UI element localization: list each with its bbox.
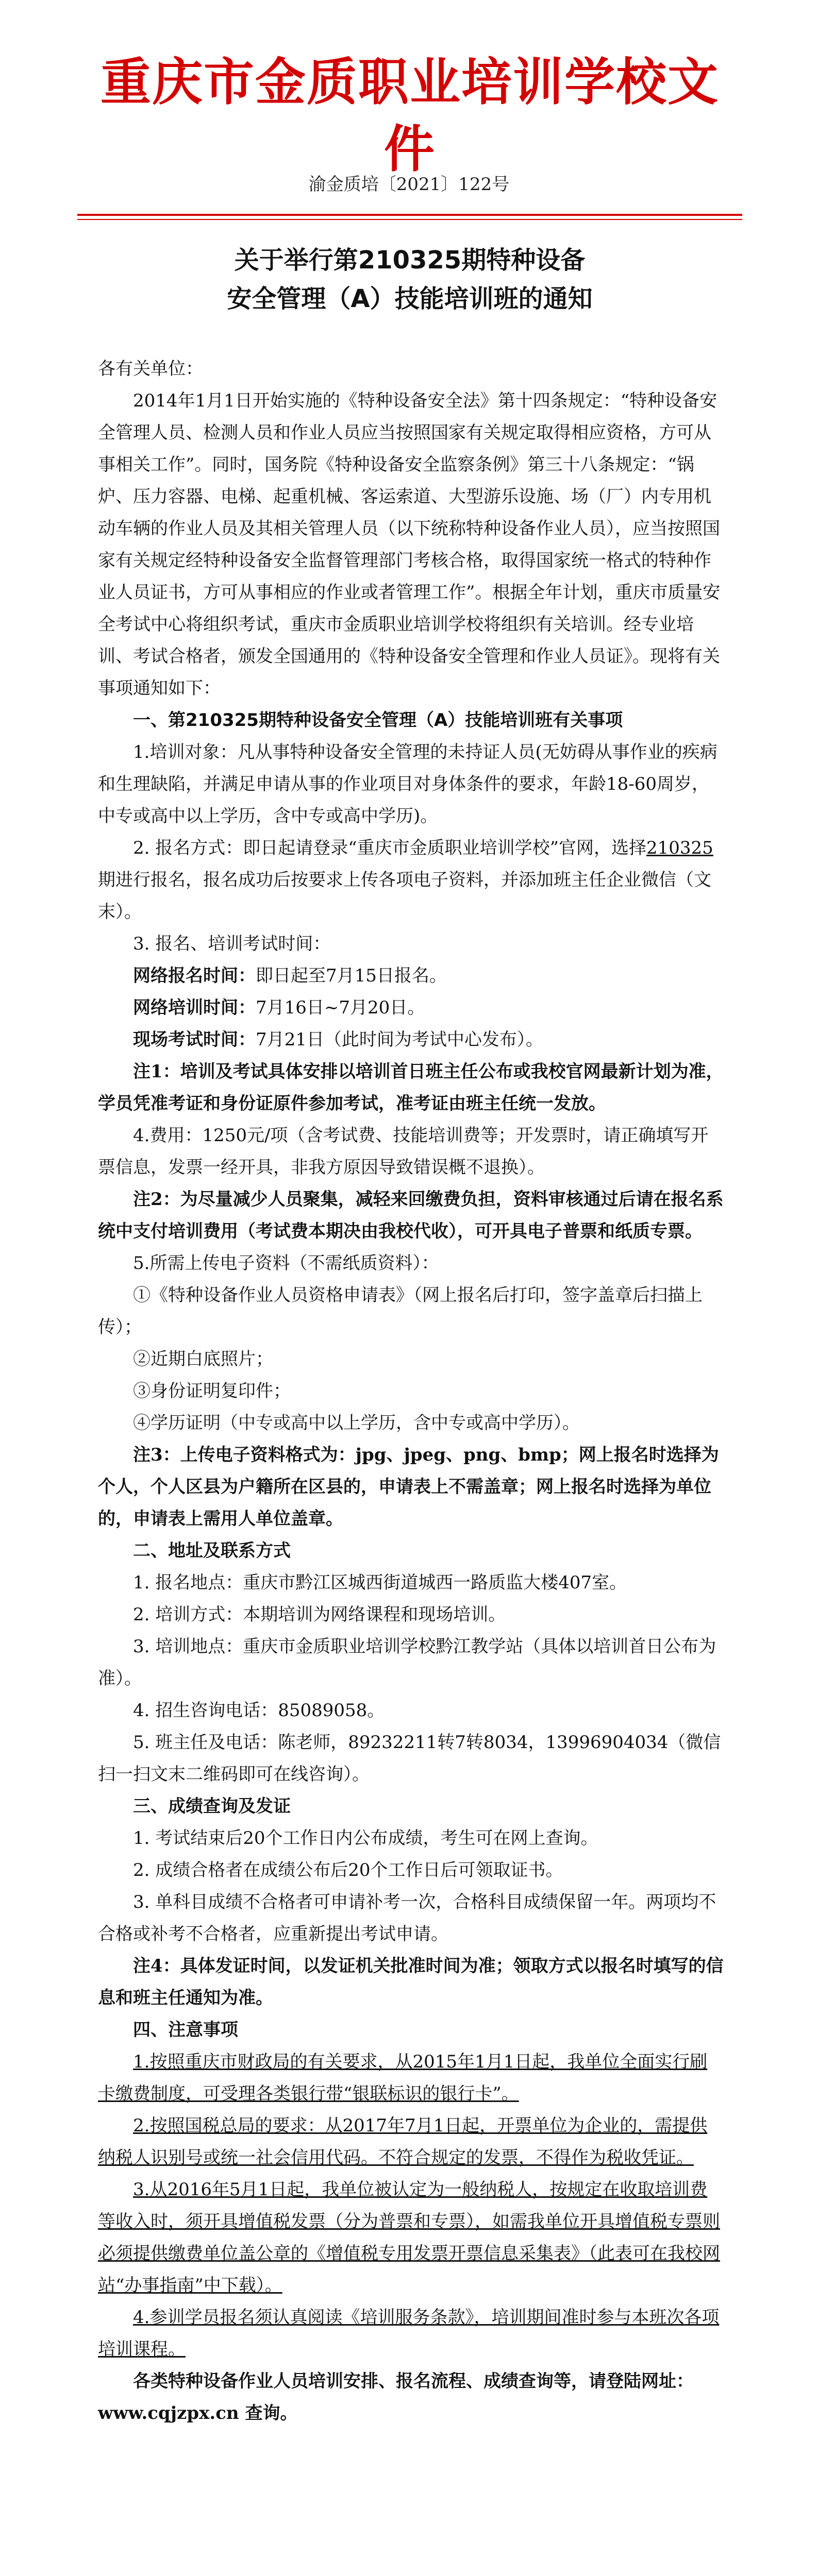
s4-notice-2 (98, 2110, 724, 2174)
s1-training-target: 1.培训对象：凡从事特种设备安全管理的未持证人员(无妨碍从事作业的疾病和生理缺陷，并满足申请从事的作业项目对身体条件的要求，年龄18-60周岁，中专或高中以上学历，含中专或高中学历)。 (98, 742, 717, 826)
section-4-title: 四、注意事项 (133, 2020, 238, 2040)
s1-registration-method (98, 832, 724, 928)
s3-retake: 3. 单科目成绩不合格者可申请补考一次，合格科目成绩保留一年。两项均不合格或补考不合格者，应重新提出考试申请。 (98, 1892, 716, 1944)
note-2: 注2：为尽量减少人员聚集，减轻来回缴费负担，资料审核通过后请在报名系统中支付培训费用（考试费本期决由我校代收），可开具电子普票和纸质专票。 (98, 1189, 724, 1242)
s4-notice-1-text: 1.按照重庆市财政局的有关要求，从2015年1月1日起，我单位全面实行刷卡缴费制度，可受理各类银行带“银联标识的银行卡”。 (98, 2052, 708, 2104)
s2-class-teacher: 5. 班主任及电话：陈老师，89232211转7转8034，13996904034（微信扫一扫文末二维码即可在线咨询）。 (98, 1732, 721, 1785)
notice-title-line-2: 安全管理（A）技能培训班的通知 (227, 284, 593, 313)
document-number: 渝金质培〔2021〕122号 (308, 174, 510, 195)
note-4: 注4：具体发证时间，以发证机关批准时间为准；领取方式以报名时填写的信息和班主任通知为准。 (98, 1956, 724, 2008)
s3-certificate: 2. 成绩合格者在成绩公布后20个工作日后可领取证书。 (133, 1860, 563, 1880)
s4-notice-4 (98, 2301, 724, 2365)
online-registration-time (98, 960, 724, 992)
online-training-time (98, 992, 724, 1024)
class-code-link[interactable]: 210325 (646, 838, 713, 858)
time3-label: 现场考试时间： (133, 1029, 256, 1050)
header-red-rule (77, 214, 742, 216)
time2-value: 7月16日~7月20日。 (256, 997, 425, 1018)
time3-value: 7月21日（此时间为考试中心发布）。 (256, 1029, 543, 1050)
s3-score-query: 1. 考试结束后20个工作日内公布成绩，考生可在网上查询。 (133, 1828, 598, 1849)
s1-registration-text-a: 2. 报名方式：即日起请登录“重庆市金质职业培训学校”官网，选择 (133, 838, 647, 858)
s4-notice-3 (98, 2174, 724, 2301)
s1-registration-text-b: 期进行报名，报名成功后按要求上传各项电子资料，并添加班主任企业微信（文末）。 (98, 870, 711, 922)
notice-title-line-1: 关于举行第210325期特种设备 (234, 246, 586, 275)
intro-paragraph: 2014年1月1日开始实施的《特种设备安全法》第十四条规定：“特种设备安全管理人员、检测人员和作业人员应当按照国家有关规定取得相应资格，方可从事相关工作”。同时，国务院《特种设备安全监察条例》第三十八条规定：“锅炉、压力容器、电梯、起重机械、客运索道、大型游乐设施、场（厂）内专用机动车辆的作业人员及其相关管理人员（以下统称特种设备作业人员），应当按照国家有关规定经特种设备安全监督管理部门考核合格，取得国家统一格式的特种作业人员证书，方可从事相应的作业或者管理工作”。根据全年计划，重庆市质量安全考试中心将组织考试，重庆市金质职业培训学校将组织有关培训。经专业培训、考试合格者，颁发全国通用的《特种设备安全管理和作业人员证》。现将有关事项通知如下： (98, 391, 721, 699)
note-3: 注3：上传电子资料格式为：jpg、jpeg、png、bmp；网上报名时选择为个人，个人区县为户籍所在区县的，申请表上不需盖章；网上报名时选择为单位的，申请表上需用人单位盖章。 (98, 1445, 719, 1529)
time2-label: 网络培训时间： (133, 997, 256, 1018)
s2-training-place: 3. 培训地点：重庆市金质职业培训学校黔江教学站（具体以培训首日公布为准）。 (98, 1636, 716, 1689)
time1-label: 网络报名时间： (133, 965, 256, 986)
s1-required-materials: 5.所需上传电子资料（不需纸质资料）： (133, 1253, 439, 1274)
time1-value: 即日起至7月15日报名。 (256, 965, 447, 986)
material-item-1: ①《特种设备作业人员资格申请表》（网上报名后打印，签字盖章后扫描上传）； (98, 1285, 703, 1337)
s2-registration-place: 1. 报名地点：重庆市黔江区城西街道城西一路质监大楼407室。 (133, 1572, 627, 1593)
notice-body (98, 353, 724, 2429)
s1-schedule-heading: 3. 报名、培训考试时间： (133, 934, 331, 954)
s4-notice-1 (98, 2046, 724, 2110)
salutation: 各有关单位： (98, 359, 203, 379)
document-header-title: 重庆市金质职业培训学校文件 (100, 53, 719, 179)
closing-paragraph: 各类特种设备作业人员培训安排、报名流程、成绩查询等，请登陆网址：www.cqjzpx.cn 查询。 (98, 2371, 694, 2424)
s4-notice-2-text: 2.按照国税总局的要求：从2017年7月1日起，开票单位为企业的，需提供纳税人识别号或统一社会信用代码。不符合规定的发票，不得作为税收凭证。 (98, 2115, 708, 2168)
material-item-3: ③身份证明复印件； (133, 1381, 291, 1401)
s4-notice-4-text: 4.参训学员报名须认真阅读《培训服务条款》，培训期间准时参与本班次各项培训课程。 (98, 2307, 720, 2360)
material-item-2: ②近期白底照片； (133, 1349, 273, 1369)
material-item-4: ④学历证明（中专或高中以上学历，含中专或高中学历）。 (133, 1413, 580, 1433)
s2-phone: 4. 招生咨询电话：85089058。 (133, 1700, 385, 1721)
s1-fees: 4.费用：1250元/项（含考试费、技能培训费等；开发票时，请正确填写开票信息，发票一经开具，非我方原因导致错误概不退换）。 (98, 1125, 709, 1178)
header-red-rule-thin (77, 219, 742, 220)
section-2-title: 二、地址及联系方式 (133, 1540, 291, 1561)
s2-training-method: 2. 培训方式：本期培训为网络课程和现场培训。 (133, 1604, 506, 1625)
section-1-title: 一、第210325期特种设备安全管理（A）技能培训班有关事项 (133, 710, 623, 731)
s4-notice-3-text: 3.从2016年5月1日起，我单位被认定为一般纳税人，按规定在收取培训费等收入时，须开具增值税发票（分为普票和专票），如需我单位开具增值税专票则必须提供缴费单位盖公章的《增值税专用发票开票信息采集表》（此表可在我校网站“办事指南”中下载）。 (98, 2179, 720, 2296)
note-1: 注1：培训及考试具体安排以培训首日班主任公布或我校官网最新计划为准，学员凭准考证和身份证原件参加考试，准考证由班主任统一发放。 (98, 1061, 724, 1114)
section-3-title: 三、成绩查询及发证 (133, 1796, 291, 1817)
onsite-exam-time (98, 1024, 724, 1056)
